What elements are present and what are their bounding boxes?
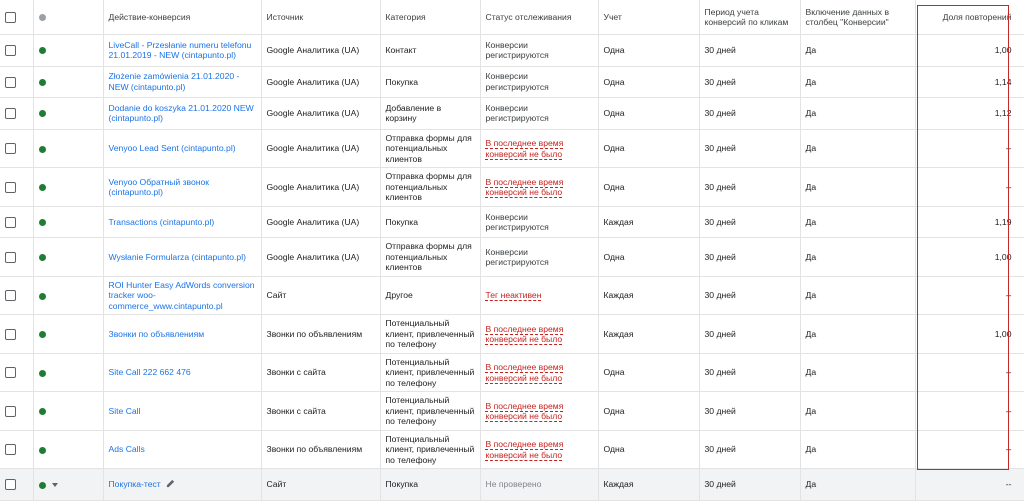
repeat-rate-cell: -- xyxy=(915,168,1024,207)
table-row xyxy=(0,35,1024,67)
count-cell: Одна xyxy=(598,129,699,168)
category-cell: Отправка формы для потенциальных клиентов xyxy=(380,168,480,207)
conversion-name-cell[interactable] xyxy=(103,353,261,392)
row-status-cell xyxy=(33,392,103,431)
repeat-rate-cell: 1,12 xyxy=(915,98,1024,130)
period-cell: 30 дней xyxy=(699,353,800,392)
row-checkbox[interactable] xyxy=(5,479,16,490)
row-select-cell[interactable] xyxy=(0,35,33,67)
conversion-name-link[interactable]: Звонки по объявлениям xyxy=(108,328,205,339)
source-cell: Google Аналитика (UA) xyxy=(261,168,380,207)
repeat-rate-cell: 1,00 xyxy=(915,315,1024,354)
conversion-name-link[interactable]: Site Call 222 662 476 xyxy=(108,367,191,378)
tracking-status-cell xyxy=(480,430,598,469)
count-cell: Одна xyxy=(598,392,699,431)
source-cell: Google Аналитика (UA) xyxy=(261,35,380,67)
enabled-dot-icon xyxy=(39,47,46,54)
count-cell: Каждая xyxy=(598,315,699,354)
repeat-rate-cell: -- xyxy=(915,276,1024,315)
status-dot-icon xyxy=(39,14,46,21)
row-checkbox[interactable] xyxy=(5,143,16,154)
tracking-status-text: Конверсии регистрируются xyxy=(485,102,549,124)
category-cell: Отправка формы для потенциальных клиентов xyxy=(380,238,480,277)
row-checkbox[interactable] xyxy=(5,45,16,56)
row-status-cell xyxy=(33,315,103,354)
conversion-name-cell[interactable] xyxy=(103,129,261,168)
header-status-dot xyxy=(33,0,103,35)
conversion-name-link[interactable]: Złożenie zamówienia 21.01.2020 - NEW (cintapunto.pl) xyxy=(108,71,240,92)
period-cell: 30 дней xyxy=(699,206,800,238)
period-cell: 30 дней xyxy=(699,392,800,431)
enabled-dot-icon xyxy=(39,293,46,300)
period-cell: 30 дней xyxy=(699,276,800,315)
source-cell: Звонки по объявлениям xyxy=(261,315,380,354)
row-checkbox[interactable] xyxy=(5,217,16,228)
header-category[interactable]: Категория xyxy=(380,0,480,35)
include-cell: Да xyxy=(800,276,915,315)
tracking-status-text: Тег неактивен xyxy=(485,290,542,301)
table-header xyxy=(0,0,1024,35)
source-cell: Google Аналитика (UA) xyxy=(261,66,380,98)
table-row xyxy=(0,168,1024,207)
include-cell: Да xyxy=(800,238,915,277)
tracking-status-cell xyxy=(480,35,598,67)
count-cell: Каждая xyxy=(598,276,699,315)
conversion-name-link[interactable]: Wysłanie Formularza (cintapunto.pl) xyxy=(108,251,246,262)
conversion-name-cell[interactable] xyxy=(103,238,261,277)
table-row xyxy=(0,276,1024,315)
count-cell: Одна xyxy=(598,238,699,277)
tracking-status-cell xyxy=(480,392,598,431)
row-select-cell[interactable] xyxy=(0,168,33,207)
source-cell: Google Аналитика (UA) xyxy=(261,129,380,168)
conversion-name-link[interactable]: Ads Calls xyxy=(108,444,145,455)
category-cell: Добавление в корзину xyxy=(380,98,480,130)
repeat-rate-cell: 1,14 xyxy=(915,66,1024,98)
table-row xyxy=(0,469,1024,501)
row-select-cell[interactable] xyxy=(0,206,33,238)
row-status-cell xyxy=(33,206,103,238)
include-cell: Да xyxy=(800,353,915,392)
include-cell: Да xyxy=(800,66,915,98)
conversion-name-cell[interactable] xyxy=(103,276,261,315)
conversion-name-cell[interactable] xyxy=(103,98,261,130)
tracking-status-text: Конверсии регистрируются xyxy=(485,246,549,268)
enabled-dot-icon xyxy=(39,370,46,377)
tracking-status-cell xyxy=(480,66,598,98)
enabled-dot-icon xyxy=(39,408,46,415)
row-status-cell xyxy=(33,469,103,501)
source-cell: Google Аналитика (UA) xyxy=(261,238,380,277)
include-cell: Да xyxy=(800,98,915,130)
include-cell: Да xyxy=(800,206,915,238)
conversion-name-link[interactable]: Покупка-тест xyxy=(108,478,161,489)
enabled-dot-icon xyxy=(39,331,46,338)
category-cell: Потенциальный клиент, привлеченный по телефону xyxy=(380,353,480,392)
include-cell: Да xyxy=(800,35,915,67)
header-include[interactable]: Включение данных в столбец "Конверсии" xyxy=(800,0,915,35)
row-status-cell xyxy=(33,129,103,168)
row-select-cell[interactable] xyxy=(0,392,33,431)
source-cell: Сайт xyxy=(261,469,380,501)
tracking-status-cell xyxy=(480,238,598,277)
row-status-cell xyxy=(33,353,103,392)
header-count[interactable]: Учет xyxy=(598,0,699,35)
row-status-cell xyxy=(33,66,103,98)
conversion-name-cell[interactable] xyxy=(103,168,261,207)
row-checkbox[interactable] xyxy=(5,444,16,455)
tracking-status-cell xyxy=(480,206,598,238)
conversion-name-cell[interactable] xyxy=(103,392,261,431)
include-cell: Да xyxy=(800,469,915,501)
category-cell: Покупка xyxy=(380,469,480,501)
row-select-cell[interactable] xyxy=(0,430,33,469)
header-repeat[interactable]: Доля повторений xyxy=(915,0,1024,35)
period-cell: 30 дней xyxy=(699,469,800,501)
table-row xyxy=(0,315,1024,354)
category-cell: Другое xyxy=(380,276,480,315)
row-status-cell xyxy=(33,168,103,207)
source-cell: Звонки с сайта xyxy=(261,392,380,431)
row-select-cell[interactable] xyxy=(0,238,33,277)
tracking-status-cell xyxy=(480,353,598,392)
period-cell: 30 дней xyxy=(699,315,800,354)
conversion-name-link[interactable]: ROI Hunter Easy AdWords conversion tracker woo-commerce_www.cintapunto.pl xyxy=(108,279,255,311)
tracking-status-cell xyxy=(480,315,598,354)
tracking-status-cell xyxy=(480,98,598,130)
table-row xyxy=(0,66,1024,98)
enabled-dot-icon xyxy=(39,146,46,153)
header-period[interactable]: Период учета конверсий по кликам xyxy=(699,0,800,35)
repeat-rate-cell: -- xyxy=(915,129,1024,168)
category-cell: Потенциальный клиент, привлеченный по телефону xyxy=(380,315,480,354)
period-cell: 30 дней xyxy=(699,168,800,207)
tracking-status-cell xyxy=(480,276,598,315)
period-cell: 30 дней xyxy=(699,238,800,277)
repeat-rate-cell: 1,19 xyxy=(915,206,1024,238)
header-action[interactable]: Действие-конверсия xyxy=(103,0,261,35)
header-select-all[interactable] xyxy=(0,0,33,35)
count-cell: Каждая xyxy=(598,469,699,501)
tracking-status-text: В последнее время конверсий не было xyxy=(485,439,564,460)
period-cell: 30 дней xyxy=(699,98,800,130)
conversion-name-cell[interactable] xyxy=(103,206,261,238)
tracking-status-text: В последнее время конверсий не было xyxy=(485,400,564,422)
chevron-down-icon[interactable] xyxy=(52,483,58,487)
row-select-cell[interactable] xyxy=(0,315,33,354)
enabled-dot-icon xyxy=(39,254,46,261)
period-cell: 30 дней xyxy=(699,129,800,168)
table-row xyxy=(0,392,1024,431)
table-row xyxy=(0,206,1024,238)
table-row xyxy=(0,129,1024,168)
include-cell: Да xyxy=(800,392,915,431)
row-checkbox[interactable] xyxy=(5,329,16,340)
row-select-cell[interactable] xyxy=(0,98,33,130)
row-status-cell xyxy=(33,98,103,130)
conversion-name-cell[interactable] xyxy=(103,430,261,469)
row-checkbox[interactable] xyxy=(5,108,16,119)
row-checkbox[interactable] xyxy=(5,77,16,88)
row-status-cell xyxy=(33,276,103,315)
repeat-rate-cell: -- xyxy=(915,392,1024,431)
category-cell: Потенциальный клиент, привлеченный по телефону xyxy=(380,392,480,431)
category-cell: Покупка xyxy=(380,206,480,238)
row-select-cell[interactable] xyxy=(0,469,33,501)
tracking-status-text: Конверсии регистрируются xyxy=(485,211,549,233)
repeat-rate-cell: -- xyxy=(915,430,1024,469)
row-status-cell xyxy=(33,35,103,67)
enabled-dot-icon xyxy=(39,79,46,86)
enabled-dot-icon xyxy=(39,219,46,226)
select-all-checkbox[interactable] xyxy=(5,12,16,23)
enabled-dot-icon xyxy=(39,447,46,454)
tracking-status-text: Конверсии регистрируются xyxy=(485,39,549,61)
count-cell: Одна xyxy=(598,168,699,207)
repeat-rate-cell: -- xyxy=(915,353,1024,392)
category-cell: Контакт xyxy=(380,35,480,67)
count-cell: Одна xyxy=(598,35,699,67)
source-cell: Google Аналитика (UA) xyxy=(261,98,380,130)
source-cell: Google Аналитика (UA) xyxy=(261,206,380,238)
tracking-status-text: В последнее время конверсий не было xyxy=(485,323,564,345)
count-cell: Каждая xyxy=(598,206,699,238)
count-cell: Одна xyxy=(598,353,699,392)
count-cell: Одна xyxy=(598,430,699,469)
source-cell: Звонки по объявлениям xyxy=(261,430,380,469)
category-cell: Отправка формы для потенциальных клиентов xyxy=(380,129,480,168)
tracking-status-text: Конверсии регистрируются xyxy=(485,71,549,92)
repeat-rate-cell: 1,00 xyxy=(915,238,1024,277)
header-status[interactable]: Статус отслеживания xyxy=(480,0,598,35)
row-checkbox[interactable] xyxy=(5,290,16,301)
enabled-dot-icon xyxy=(39,184,46,191)
header-source[interactable]: Источник xyxy=(261,0,380,35)
conversion-name-cell[interactable] xyxy=(103,66,261,98)
row-select-cell[interactable] xyxy=(0,276,33,315)
conversion-name-link[interactable]: LiveCall - Przesłanie numeru telefonu 21.01.2019 - NEW (cintapunto.pl) xyxy=(108,39,252,61)
tracking-status-text: В последнее время конверсий не было xyxy=(485,362,564,383)
enabled-dot-icon xyxy=(39,482,46,489)
conversion-name-cell[interactable] xyxy=(103,469,261,501)
tracking-status-cell xyxy=(480,168,598,207)
conversion-name-link[interactable]: Transactions (cintapunto.pl) xyxy=(108,216,215,227)
category-cell: Покупка xyxy=(380,66,480,98)
row-select-cell[interactable] xyxy=(0,353,33,392)
row-checkbox[interactable] xyxy=(5,182,16,193)
row-checkbox[interactable] xyxy=(5,252,16,263)
row-checkbox[interactable] xyxy=(5,367,16,378)
conversion-name-cell[interactable] xyxy=(103,315,261,354)
conversion-name-link[interactable]: Dodanie do koszyka 21.01.2020 NEW (cintapunto.pl) xyxy=(108,102,254,124)
table-row xyxy=(0,98,1024,130)
table-row xyxy=(0,238,1024,277)
table-row xyxy=(0,353,1024,392)
include-cell: Да xyxy=(800,129,915,168)
enabled-dot-icon xyxy=(39,110,46,117)
repeat-rate-cell: 1,00 xyxy=(915,35,1024,67)
row-select-cell[interactable] xyxy=(0,66,33,98)
tracking-status-text: В последнее время конверсий не было xyxy=(485,138,564,159)
period-cell: 30 дней xyxy=(699,430,800,469)
repeat-rate-cell: -- xyxy=(915,469,1024,501)
tracking-status-cell xyxy=(480,469,598,501)
period-cell: 30 дней xyxy=(699,35,800,67)
category-cell: Потенциальный клиент, привлеченный по телефону xyxy=(380,430,480,469)
include-cell: Да xyxy=(800,315,915,354)
conversion-name-link[interactable]: Site Call xyxy=(108,405,141,416)
conversion-name-link[interactable]: Venyoo Обратный звонок (cintapunto.pl) xyxy=(108,176,210,198)
include-cell: Да xyxy=(800,168,915,207)
include-cell: Да xyxy=(800,430,915,469)
edit-pencil-icon[interactable] xyxy=(166,479,175,491)
row-checkbox[interactable] xyxy=(5,406,16,417)
tracking-status-cell xyxy=(480,129,598,168)
period-cell: 30 дней xyxy=(699,66,800,98)
conversion-name-cell[interactable] xyxy=(103,35,261,67)
source-cell: Сайт xyxy=(261,276,380,315)
tracking-status-text: В последнее время конверсий не было xyxy=(485,176,564,198)
row-select-cell[interactable] xyxy=(0,129,33,168)
tracking-status-text: Не проверено xyxy=(485,479,542,490)
source-cell: Звонки с сайта xyxy=(261,353,380,392)
conversion-name-link[interactable]: Venyoo Lead Sent (cintapunto.pl) xyxy=(108,143,236,154)
row-status-cell xyxy=(33,238,103,277)
count-cell: Одна xyxy=(598,66,699,98)
row-status-cell xyxy=(33,430,103,469)
count-cell: Одна xyxy=(598,98,699,130)
table-row xyxy=(0,430,1024,469)
